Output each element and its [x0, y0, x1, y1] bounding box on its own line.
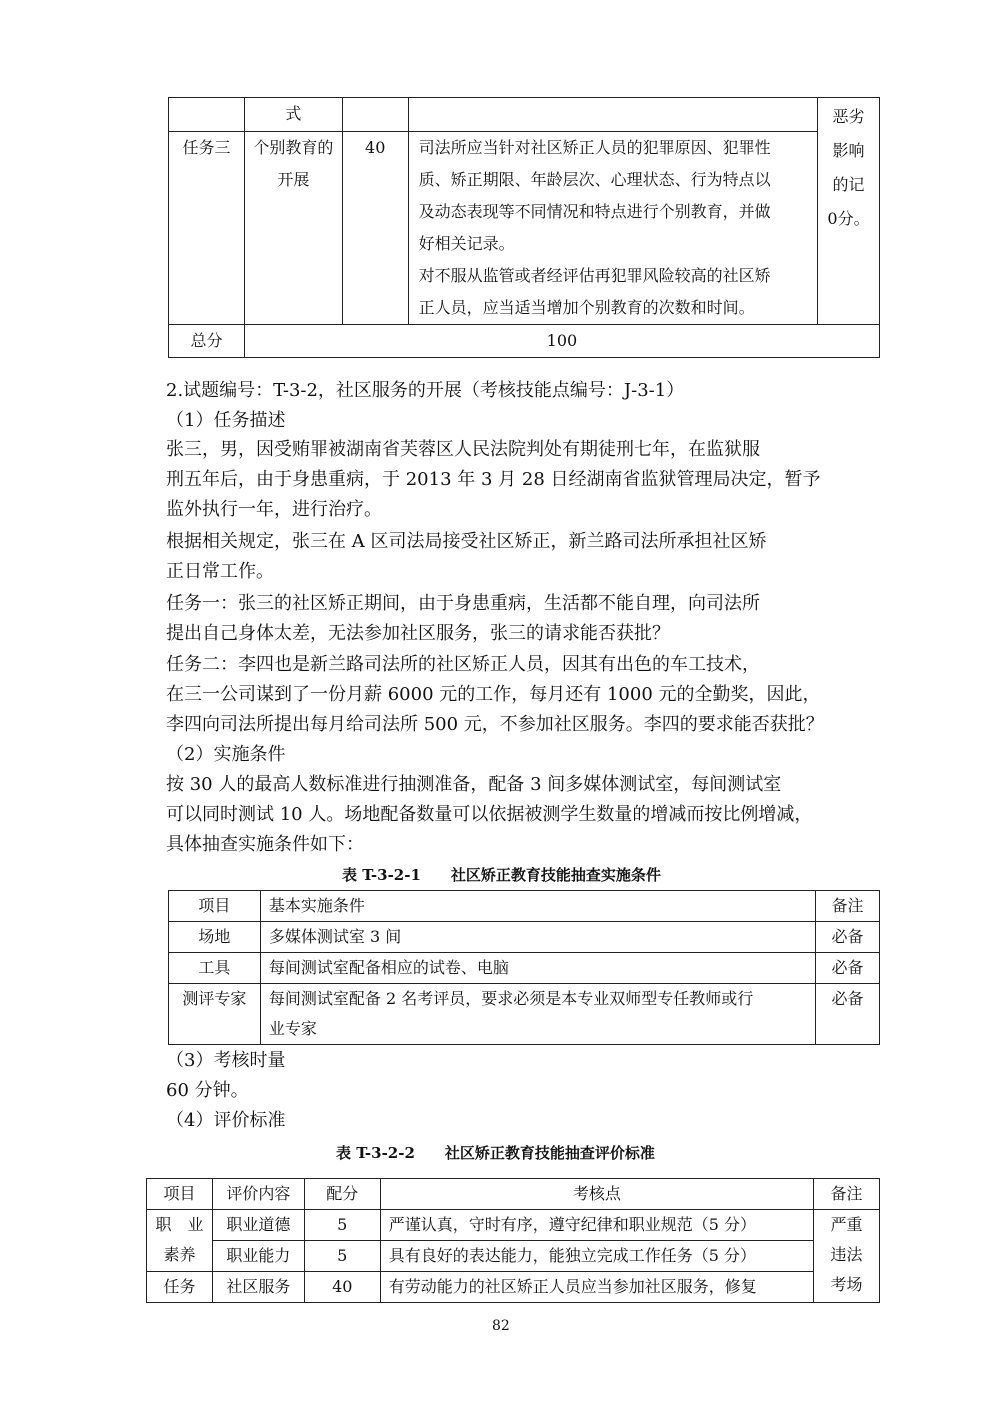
cell-method-cont: 式 — [244, 98, 342, 132]
row-ability-content: 职业能力 — [212, 1241, 304, 1272]
header-item: 项目 — [169, 891, 261, 922]
row-ability-point: 具有良好的表达能力，能独立完成工作任务（5 分） — [380, 1241, 813, 1272]
paragraph-3: 任务一：张三的社区矫正期间，由于身患重病，生活都不能自理，向司法所 提出自己身体太差，无法参加社区服务，张三的请求能否获批？ — [166, 593, 760, 644]
header-point: 考核点 — [380, 1179, 813, 1210]
header-score: 配分 — [304, 1179, 380, 1210]
row-task-point: 有劳动能力的社区矫正人员应当参加社区服务，修复 — [380, 1272, 813, 1303]
table-caption-2: 表 T-3-2-2 社区矫正教育技能抽查评价标准 — [336, 1144, 655, 1162]
row-venue-note: 必备 — [816, 922, 880, 953]
row-experts-cond: 每间测试室配备 2 名考评员，要求必须是本专业双师型专任教师或行 业专家 — [260, 984, 815, 1045]
subheading-conditions: （2）实施条件 — [166, 744, 286, 765]
row-tools-item: 工具 — [169, 953, 261, 984]
row-experts-item: 测评专家 — [169, 984, 261, 1045]
section-heading: 2.试题编号：T-3-2，社区服务的开展（考核技能点编号：J-3-1） — [166, 380, 685, 401]
row-ability-score: 5 — [304, 1241, 380, 1272]
row-tools-note: 必备 — [816, 953, 880, 984]
header-item: 项目 — [147, 1179, 213, 1210]
criteria-table — [146, 1178, 880, 1303]
row-ethics-content: 职业道德 — [212, 1210, 304, 1241]
table-caption-1: 表 T-3-2-1 社区矫正教育技能抽查实施条件 — [342, 866, 661, 884]
task-score: 40 — [342, 132, 408, 325]
row-experts-note: 必备 — [816, 984, 880, 1045]
total-label: 总分 — [169, 325, 245, 358]
page-number: 82 — [492, 1318, 510, 1334]
row-task-content: 社区服务 — [212, 1272, 304, 1303]
header-note: 备注 — [814, 1179, 880, 1210]
paragraph-4: 任务二：李四也是新兰路司法所的社区矫正人员，因其有出色的车工技术， 在三一公司谋到了一份月薪 6000 元的工作，每月还有 1000 元的全勤奖，因此， 李四向司法所提出每月给司法所 500 元，不参加社区服务。李四的要求能否获批？ — [166, 654, 824, 735]
row-venue-cond: 多媒体测试室 3 间 — [260, 922, 815, 953]
paragraph-2: 根据相关规定，张三在 A 区司法局接受社区矫正，新兰路司法所承担社区矫 正日常工作。 — [166, 531, 767, 582]
note-cell: 严重 违法 考场 — [814, 1210, 880, 1303]
row-ethics-score: 5 — [304, 1210, 380, 1241]
subheading-criteria: （4）评价标准 — [166, 1110, 286, 1131]
conditions-table — [168, 890, 880, 1045]
header-note: 备注 — [816, 891, 880, 922]
total-value: 100 — [244, 325, 879, 358]
paragraph-5: 按 30 人的最高人数标准进行抽测准备，配备 3 间多媒体测试室，每间测试室 可以同时测试 10 人。场地配备数量可以依据被测学生数量的增减而按比例增减， 具体抽查实施条件如下： — [166, 774, 813, 855]
time-value: 60 分钟。 — [166, 1080, 249, 1101]
subheading-task-desc: （1）任务描述 — [166, 410, 286, 431]
task-points: 司法所应当针对社区矫正人员的犯罪原因、犯罪性 质、矫正期限、年龄层次、心理状态、行为特点以 及动态表现等不同情况和特点进行个别教育，并做 好相关记录。 对不服从监管或者经评估再犯罪风险较高的社区矫 正人员，应当适当增加个别教育的次数和时间。 — [408, 132, 817, 325]
task-label: 任务三 — [169, 132, 245, 325]
group-professional: 职 业 素养 — [147, 1210, 213, 1272]
scoring-table-continued — [168, 97, 880, 358]
row-ethics-point: 严谨认真，守时有序，遵守纪律和职业规范（5 分） — [380, 1210, 813, 1241]
paragraph-1: 张三，男，因受贿罪被湖南省芙蓉区人民法院判处有期徒刑七年，在监狱服 刑五年后，由于身患重病，于 2013 年 3 月 28 日经湖南省监狱管理局决定，暂予 监外执行一年，进行治疗。 — [166, 439, 821, 520]
header-content: 评价内容 — [212, 1179, 304, 1210]
row-venue-item: 场地 — [169, 922, 261, 953]
note-cell: 恶劣 影响 的记 0分。 — [818, 98, 880, 325]
task-content: 个别教育的开展 — [244, 132, 342, 325]
row-tools-cond: 每间测试室配备相应的试卷、电脑 — [260, 953, 815, 984]
subheading-time: （3）考核时量 — [166, 1050, 286, 1071]
row-task-score: 40 — [304, 1272, 380, 1303]
header-conditions: 基本实施条件 — [260, 891, 815, 922]
row-task-item: 任务 — [147, 1272, 213, 1303]
